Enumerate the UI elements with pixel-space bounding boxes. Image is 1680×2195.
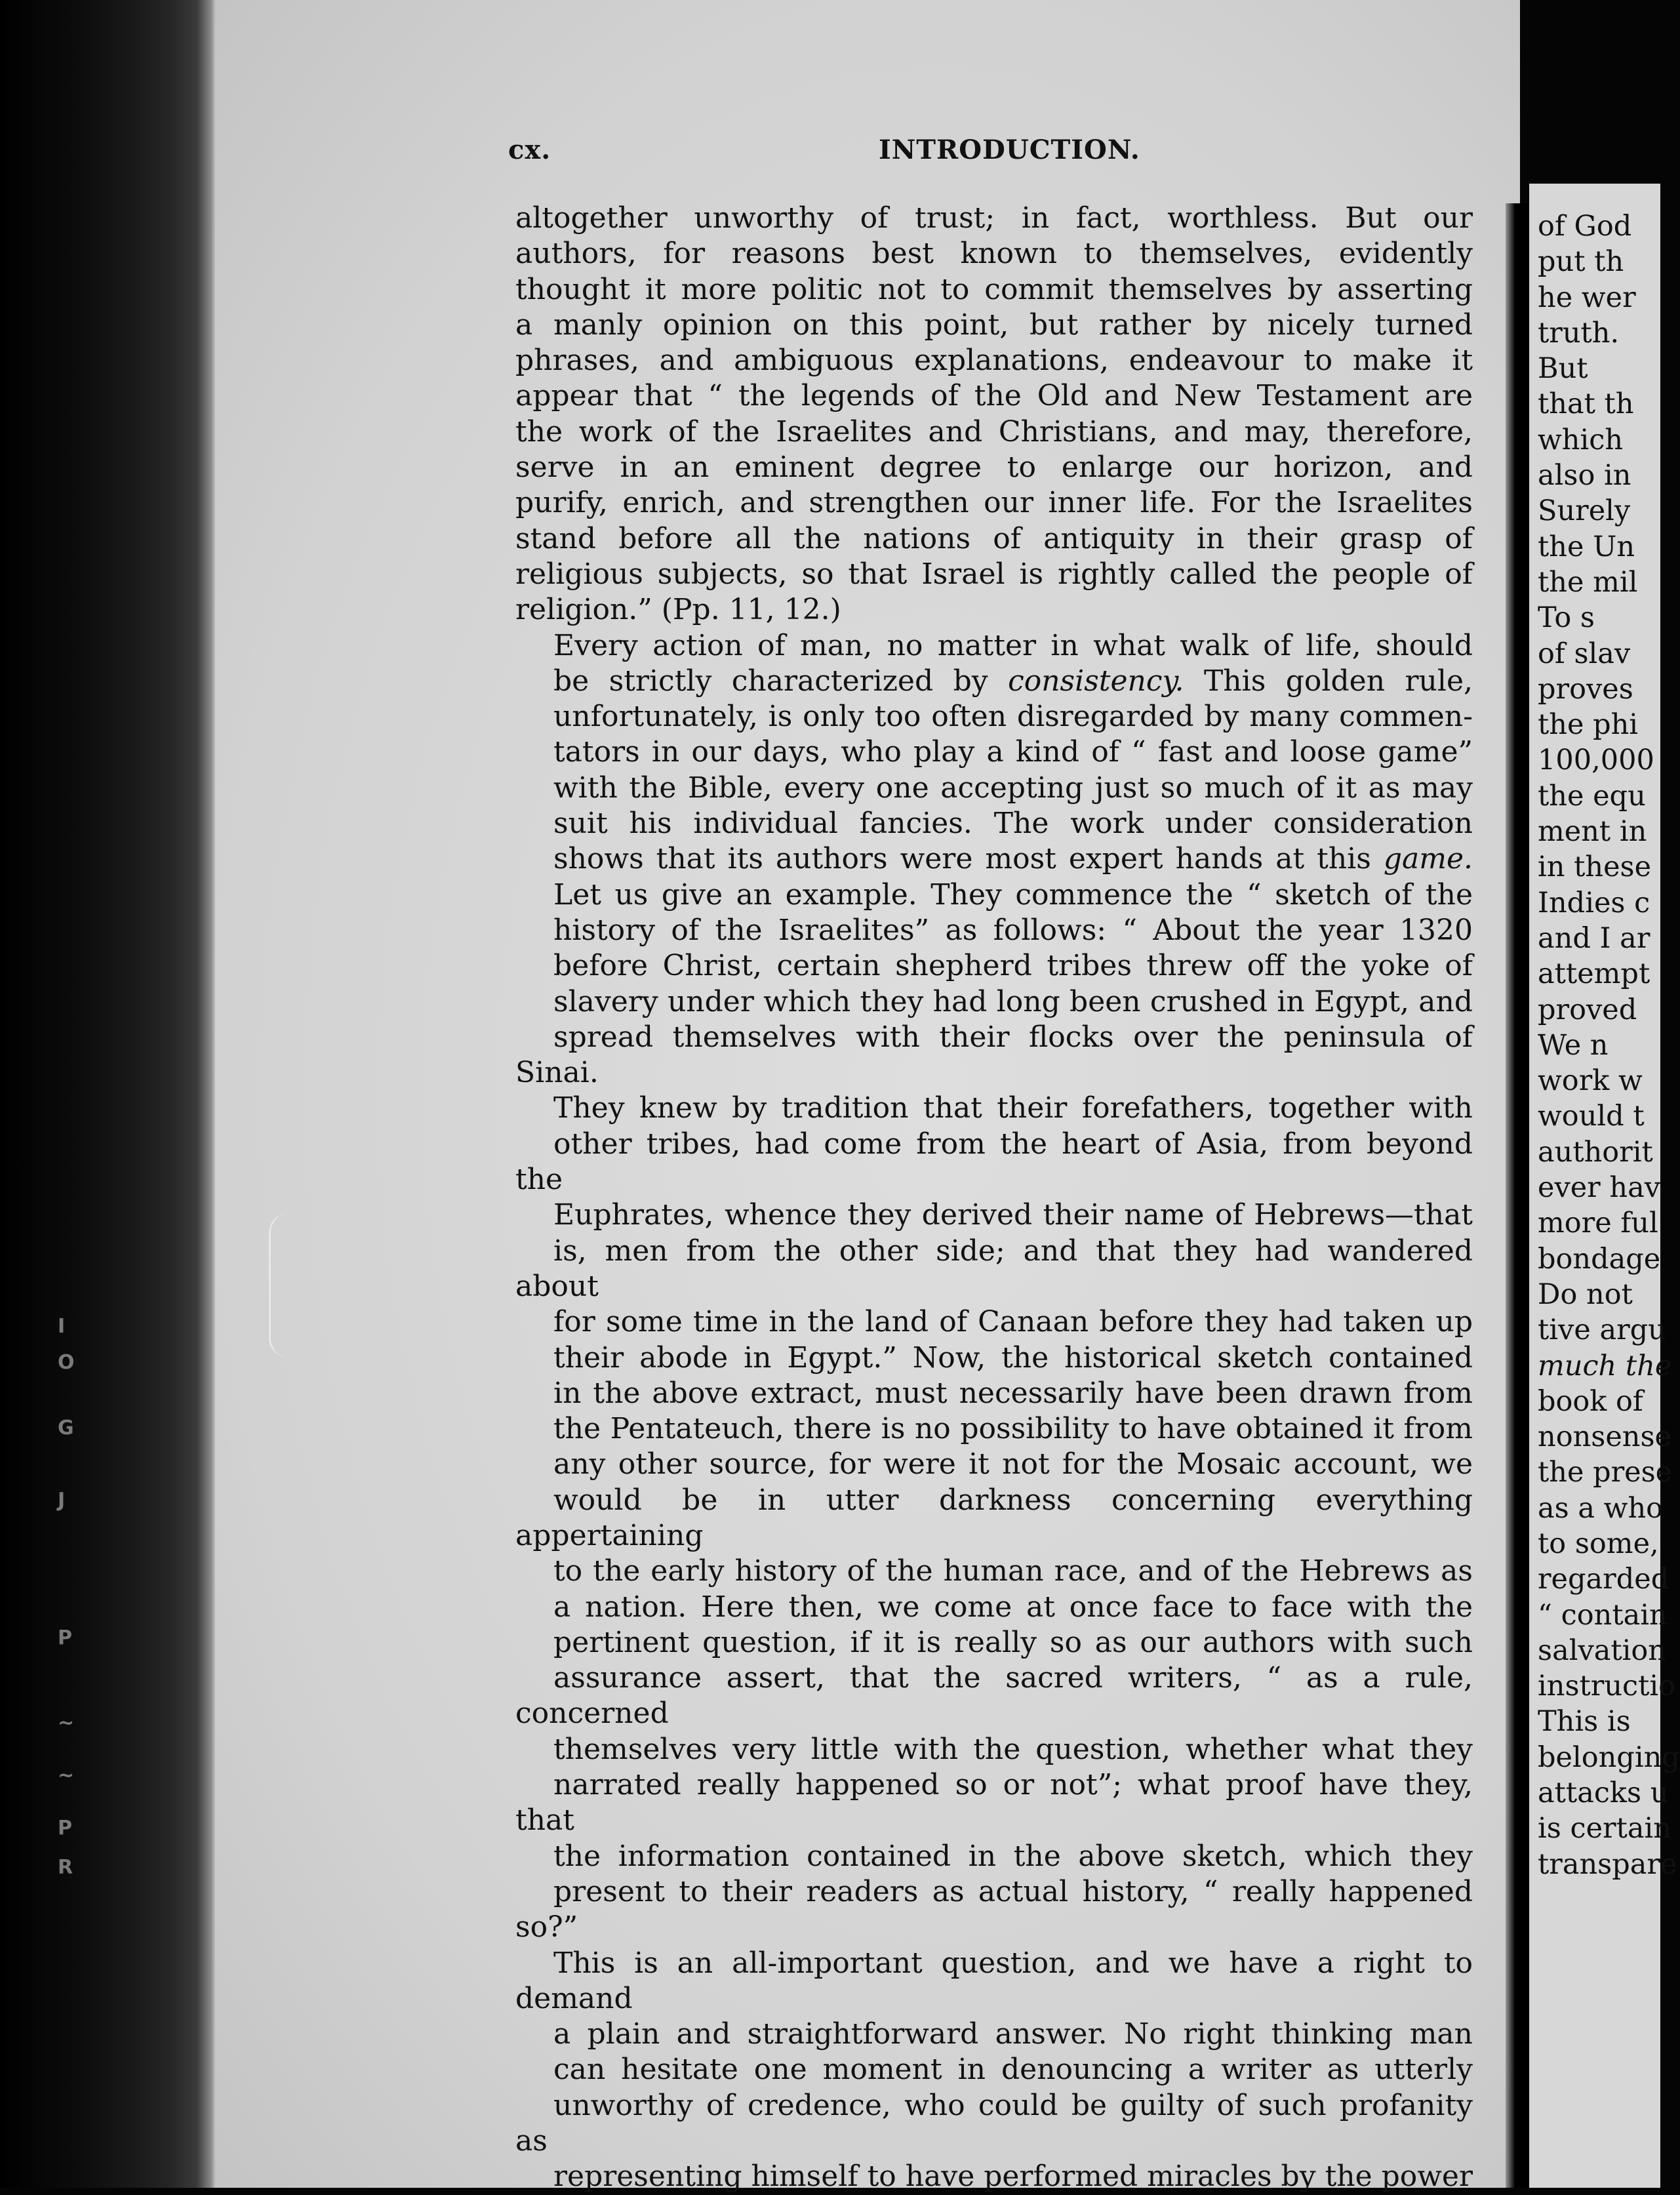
fragment-line: as a who: [1538, 1491, 1664, 1525]
fragment-line: in these: [1538, 851, 1652, 884]
running-title: INTRODUCTION.: [879, 134, 1140, 165]
text-line: slavery under which they had long been crushed in Egypt, and: [553, 984, 1473, 1018]
fragment-line: We n: [1538, 1028, 1609, 1062]
text-line: shows that its authors were most expert hands at this game.: [553, 842, 1473, 876]
fragment-line: Indies c: [1538, 886, 1650, 919]
text-line: other tribes, had come from the heart of Asia, from beyond the: [515, 1127, 1473, 1197]
text-line: be strictly characterized by consistency. This golden rule,: [553, 664, 1473, 698]
text-line: for some time in the land of Canaan before they had taken up: [553, 1305, 1473, 1339]
text-line: stand before all the nations of antiquity in their grasp of: [515, 521, 1473, 555]
fragment-line: work w: [1538, 1064, 1643, 1098]
fragment-line: salvation: [1538, 1634, 1666, 1667]
text-line: history of the Israelites” as follows: “ About the year 1320: [553, 913, 1473, 947]
binding-mark: P: [58, 1626, 72, 1649]
text-line: unfortunately, is only too often disregarded by many commen-: [553, 700, 1473, 734]
fragment-line: Surely: [1538, 494, 1631, 528]
text-line: Let us give an example. They commence the “ sketch of the: [553, 877, 1473, 912]
text-line: suit his individual fancies. The work under consideration: [553, 807, 1473, 841]
fragment-line: ever hav: [1538, 1171, 1661, 1205]
text-line: pertinent question, if it is really so as our authors with such: [553, 1625, 1473, 1659]
binding-mark: P: [58, 1817, 72, 1840]
fragment-line: transpare: [1538, 1847, 1677, 1881]
facing-page-text-fragment: [1538, 209, 1680, 1882]
fragment-line: belonging: [1538, 1741, 1680, 1774]
text-line: the Pentateuch, there is no possibility to have obtained it from: [553, 1412, 1473, 1446]
text-line: religion.” (Pp. 11, 12.): [515, 593, 841, 627]
text-line: authors, for reasons best known to themselves, evidently: [515, 237, 1473, 271]
binding-mark: ~: [58, 1764, 75, 1787]
text-line: tators in our days, who play a kind of “ fast and loose game”: [553, 735, 1473, 769]
fragment-line: bondage: [1538, 1242, 1661, 1276]
text-line: a plain and straightforward answer. No right thinking man: [553, 2017, 1473, 2051]
text-line: a manly opinion on this point, but rather by nicely turned: [515, 308, 1473, 342]
text-line: their abode in Egypt.” Now, the historical sketch contained: [553, 1340, 1473, 1375]
text-line: phrases, and ambiguous explanations, endeavour to make it: [515, 344, 1473, 378]
fragment-line: To s: [1538, 601, 1595, 635]
text-line: in the above extract, must necessarily have been drawn from: [553, 1376, 1473, 1410]
text-line: representing himself to have performed miracles by the power: [553, 2160, 1473, 2194]
binding-mark: I: [58, 1315, 66, 1338]
text-line: They knew by tradition that their forefathers, together with: [553, 1091, 1473, 1125]
text-line: present to their readers as actual history, “ really happened so?”: [515, 1874, 1473, 1944]
fragment-line: of slav: [1538, 637, 1631, 670]
fragment-line: instructio: [1538, 1670, 1676, 1703]
text-line: altogether unworthy of trust; in fact, worthless. But our: [515, 201, 1473, 235]
fragment-line: proved: [1538, 993, 1637, 1026]
fragment-line: attacks u: [1538, 1777, 1669, 1810]
text-line: a nation. Here then, we come at once face to face with the: [553, 1590, 1473, 1624]
paragraph: [515, 201, 1473, 628]
book-binding-edge: [0, 0, 216, 2188]
page-gutter: [1506, 203, 1529, 2188]
fragment-line: also in: [1538, 459, 1631, 493]
fragment-line: is certain: [1538, 1812, 1671, 1845]
fragment-line: regarded: [1538, 1563, 1670, 1596]
text-line: appear that “ the legends of the Old and New Testament are: [515, 379, 1473, 413]
fragment-line: the prese: [1538, 1456, 1673, 1489]
fragment-line: would t: [1538, 1100, 1645, 1133]
text-line: to the early history of the human race, and of the Hebrews as: [553, 1554, 1473, 1588]
fragment-line: Do not: [1538, 1278, 1633, 1311]
fragment-line: But: [1538, 352, 1588, 386]
text-line: thought it more politic not to commit themselves by asserting: [515, 272, 1473, 306]
fragment-line: book of: [1538, 1384, 1643, 1418]
text-line: any other source, for were it not for the Mosaic account, we: [553, 1447, 1473, 1481]
text-line: the work of the Israelites and Christians, and may, therefore,: [515, 414, 1473, 449]
fragment-line: which: [1538, 423, 1624, 456]
text-line: spread themselves with their flocks over the peninsula of Sinai.: [515, 1020, 1473, 1090]
fragment-line: nonsense: [1538, 1420, 1671, 1454]
page-header: [0, 134, 1660, 174]
text-line: serve in an eminent degree to enlarge our horizon, and: [515, 451, 1473, 485]
text-line: Euphrates, whence they derived their name of Hebrews—that: [553, 1198, 1473, 1232]
text-line: narrated really happened so or not”; what proof have they, that: [515, 1768, 1473, 1838]
fragment-line: he wer: [1538, 281, 1636, 314]
text-line: themselves very little with the question, whether what they: [553, 1732, 1473, 1766]
fragment-line: truth.: [1538, 316, 1620, 350]
fragment-line: 100,000: [1538, 744, 1654, 777]
text-line: unworthy of credence, who could be guilty of such profanity as: [515, 2088, 1473, 2158]
text-line: assurance assert, that the sacred writers, “ as a rule, concerned: [515, 1661, 1473, 1731]
fragment-line: more ful: [1538, 1207, 1658, 1240]
fragment-line: “ contain: [1538, 1598, 1668, 1632]
fragment-line: and I ar: [1538, 921, 1650, 955]
text-line: would be in utter darkness concerning everything appertaining: [515, 1483, 1473, 1552]
fragment-line: the equ: [1538, 779, 1646, 813]
text-line: purify, enrich, and strengthen our inner life. For the Israelites: [515, 486, 1473, 520]
text-line: the information contained in the above sketch, which they: [553, 1839, 1473, 1873]
fragment-line: authorit: [1538, 1135, 1653, 1169]
fragment-line: that th: [1538, 388, 1634, 421]
fragment-line: of God: [1538, 210, 1632, 243]
fragment-line: This is: [1538, 1705, 1631, 1739]
text-line: can hesitate one moment in denouncing a writer as utterly: [553, 2053, 1473, 2087]
text-line: Every action of man, no matter in what walk of life, should: [553, 628, 1473, 662]
paper-crease: [269, 1213, 290, 1358]
binding-mark: R: [58, 1856, 73, 1879]
fragment-line: the mil: [1538, 565, 1638, 599]
paragraph: [515, 628, 1473, 2195]
text-line: with the Bible, every one accepting just so much of it as may: [553, 771, 1473, 805]
main-text-column: [515, 201, 1473, 2195]
binding-mark: O: [58, 1351, 75, 1374]
fragment-line: the phi: [1538, 708, 1639, 742]
binding-mark: J: [58, 1489, 66, 1512]
text-line: is, men from the other side; and that they had wandered about: [515, 1234, 1473, 1303]
fragment-line: ment in: [1538, 815, 1647, 849]
binding-mark: ~: [58, 1712, 75, 1735]
binding-mark: G: [58, 1417, 74, 1440]
fragment-line: to some,: [1538, 1527, 1659, 1560]
fragment-line: put th: [1538, 245, 1624, 279]
page-number: cx.: [508, 134, 551, 165]
text-line: This is an all-important question, and we have a right to demand: [515, 1946, 1473, 2015]
fragment-line: the Un: [1538, 530, 1635, 563]
text-line: before Christ, certain shepherd tribes threw off the yoke of: [553, 949, 1473, 983]
fragment-line: much the: [1538, 1349, 1672, 1382]
fragment-line: attempt: [1538, 957, 1650, 991]
text-line: religious subjects, so that Israel is rightly called the people of: [515, 557, 1473, 591]
fragment-line: tive argu: [1538, 1314, 1666, 1347]
fragment-line: proves: [1538, 672, 1633, 706]
